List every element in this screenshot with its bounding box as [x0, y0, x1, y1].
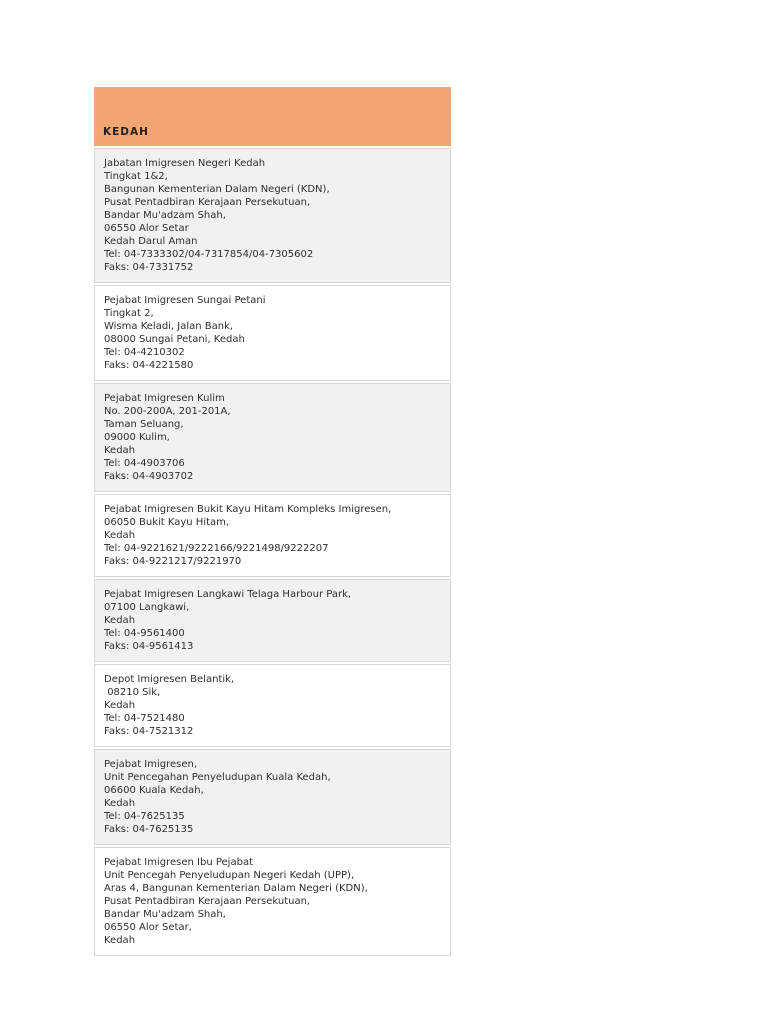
office-line: 06050 Bukit Kayu Hitam,	[104, 517, 230, 528]
office-row	[94, 579, 451, 662]
office-row	[94, 148, 451, 283]
office-line: Faks: 04-4903702	[104, 471, 194, 482]
office-line: Tel: 04-7625135	[104, 811, 185, 822]
office-line: Faks: 04-4221580	[104, 360, 194, 371]
office-line: Bandar Mu'adzam Shah,	[104, 909, 226, 920]
office-line: Unit Pencegah Penyeludupan Negeri Kedah (UPP),	[104, 870, 355, 881]
office-line: 06600 Kuala Kedah,	[104, 785, 204, 796]
office-row	[94, 749, 451, 845]
office-rows	[94, 148, 451, 956]
office-line: Pejabat Imigresen Kulim	[104, 393, 225, 404]
office-line: Faks: 04-9221217/9221970	[104, 556, 242, 567]
office-line: Pejabat Imigresen,	[104, 759, 198, 770]
office-line: Tingkat 1&2,	[104, 171, 168, 182]
office-line: Pejabat Imigresen Sungai Petani	[104, 295, 266, 306]
office-line: Tel: 04-4903706	[104, 458, 185, 469]
office-line: Tingkat 2,	[104, 308, 154, 319]
office-row	[94, 664, 451, 747]
office-line: Kedah	[104, 615, 136, 626]
office-line: Pusat Pentadbiran Kerajaan Persekutuan,	[104, 197, 311, 208]
office-line: Tel: 04-7333302/04-7317854/04-7305602	[104, 249, 314, 260]
office-line: Depot Imigresen Belantik,	[104, 674, 235, 685]
office-line: Pejabat Imigresen Ibu Pejabat	[104, 857, 253, 868]
office-row	[94, 285, 451, 381]
office-row	[94, 494, 451, 577]
office-line: Tel: 04-9221621/9222166/9221498/9222207	[104, 543, 329, 554]
office-line: Tel: 04-7521480	[104, 713, 185, 724]
office-line: 08000 Sungai Petani, Kedah	[104, 334, 245, 345]
office-line: Taman Seluang,	[104, 419, 184, 430]
office-line: 06550 Alor Setar,	[104, 922, 192, 933]
office-line: No. 200-200A, 201-201A,	[104, 406, 231, 417]
office-line: Pejabat Imigresen Langkawi Telaga Harbour Park,	[104, 589, 352, 600]
office-line: Kedah	[104, 530, 136, 541]
office-line: Pejabat Imigresen Bukit Kayu Hitam Kompleks Imigresen,	[104, 504, 392, 515]
office-line: Kedah	[104, 445, 136, 456]
office-line: Kedah	[104, 935, 136, 946]
office-line: Bangunan Kementerian Dalam Negeri (KDN),	[104, 184, 330, 195]
office-line: Faks: 04-7521312	[104, 726, 194, 737]
office-line: Jabatan Imigresen Negeri Kedah	[104, 158, 266, 169]
office-line: Faks: 04-9561413	[104, 641, 194, 652]
office-row	[94, 847, 451, 956]
office-line: 08210 Sik,	[104, 687, 161, 698]
office-line: Pusat Pentadbiran Kerajaan Persekutuan,	[104, 896, 311, 907]
office-line: 07100 Langkawi,	[104, 602, 190, 613]
office-line: Kedah	[104, 798, 136, 809]
office-line: Tel: 04-4210302	[104, 347, 185, 358]
office-line: Faks: 04-7625135	[104, 824, 194, 835]
office-line: Bandar Mu'adzam Shah,	[104, 210, 226, 221]
state-header: KEDAH	[94, 87, 451, 146]
office-line: Unit Pencegahan Penyeludupan Kuala Kedah,	[104, 772, 331, 783]
office-line: 09000 Kulim,	[104, 432, 170, 443]
office-line: Aras 4, Bangunan Kementerian Dalam Negeri (KDN),	[104, 883, 368, 894]
office-row	[94, 383, 451, 492]
office-line: Tel: 04-9561400	[104, 628, 185, 639]
office-line: 06550 Alor Setar	[104, 223, 189, 234]
kedah-office-table	[94, 87, 451, 958]
office-line: Wisma Keladi, Jalan Bank,	[104, 321, 234, 332]
office-line: Kedah Darul Aman	[104, 236, 198, 247]
office-line: Faks: 04-7331752	[104, 262, 194, 273]
office-line: Kedah	[104, 700, 136, 711]
